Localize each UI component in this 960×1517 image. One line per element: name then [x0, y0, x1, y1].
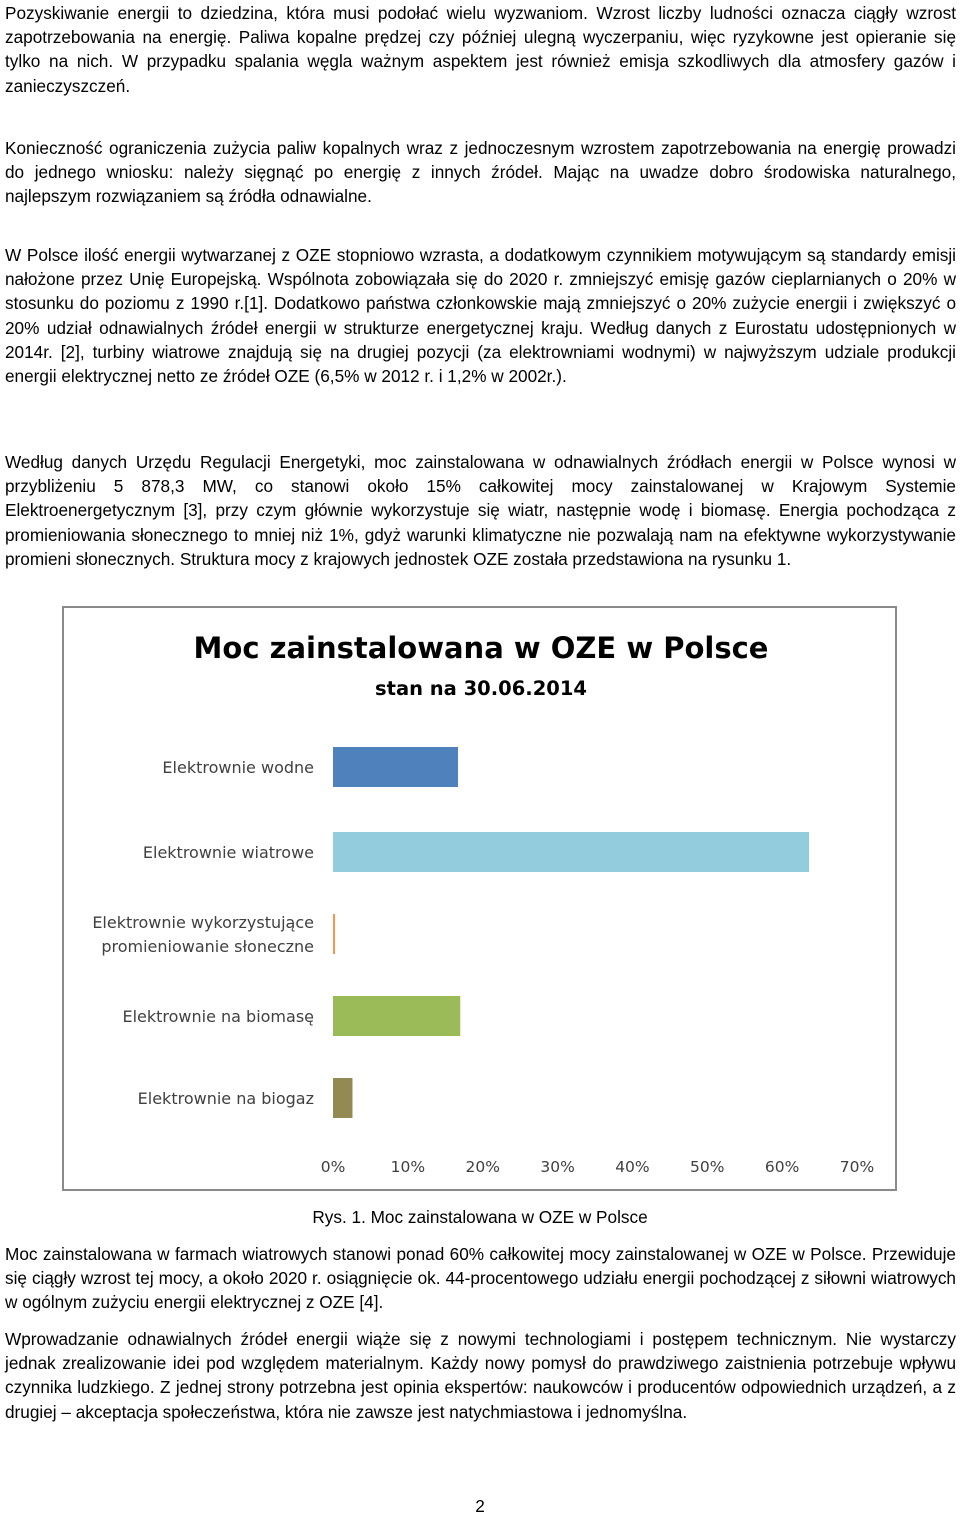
- category-label-2: Elektrownie wiatrowe: [142, 843, 314, 862]
- paragraph-5: Moc zainstalowana w farmach wiatrowych stanowi ponad 60% całkowitej mocy zainstalowanej w OZE w Polsce. Przewiduje się ciągły wzrost tej mocy, a około 2020 r. osiągnięcie ok. 44-procentowego udziału energii pochodzącej z siłowni wiatrowych w ogólnym zużyciu energii elektrycznej z OZE [4].: [5, 1244, 956, 1313]
- bar-3: [333, 914, 335, 954]
- category-label-1: Elektrownie wodne: [162, 758, 314, 777]
- figure-caption: Rys. 1. Moc zainstalowana w OZE w Polsce: [312, 1207, 648, 1227]
- category-label-3-line-1: Elektrownie wykorzystujące: [92, 913, 314, 932]
- x-tick-label-8: 70%: [839, 1158, 875, 1176]
- bar-2: [333, 832, 809, 872]
- paragraph-2: Konieczność ograniczenia zużycia paliw kopalnych wraz z jednoczesnym wzrostem zapotrzebowania na energię prowadzi do jednego wniosku: należy sięgnąć po energię z innych źródeł. Mając na uwadze dobro środowiska naturalnego, najlepszym rozwiązaniem są źródła odnawialne.: [5, 138, 956, 207]
- bar-5: [333, 1078, 352, 1118]
- category-label-3-line-2: promieniowanie słoneczne: [101, 937, 314, 956]
- x-tick-label-2: 10%: [390, 1158, 426, 1176]
- renewable-capacity-chart: [62, 606, 897, 1191]
- bar-4: [333, 996, 460, 1036]
- page-number: 2: [475, 1496, 485, 1516]
- paragraph-4: Według danych Urzędu Regulacji Energetyki, moc zainstalowana w odnawialnych źródłach energii w Polsce wynosi w przybliżeniu 5 878,3 MW, co stanowi około 15% całkowitej mocy zainstalowanej w Krajowym Systemie Elektroenergetycznym [3], przy czym głównie wykorzystuje się wiatr, następnie wodę i biomasę. Energia pochodząca z promieniowania słonecznego to mniej niż 1%, gdyż warunki klimatyczne nie pozwalają nam na efektywne wykorzystywanie promieni słonecznych. Struktura mocy z krajowych jednostek OZE została przedstawiona na rysunku 1.: [5, 452, 956, 569]
- x-tick-label-7: 60%: [764, 1158, 800, 1176]
- paragraph-6: Wprowadzanie odnawialnych źródeł energii wiąże się z nowymi technologiami i postępem technicznym. Nie wystarczy jednak zrealizowanie idei pod względem materialnym. Każdy nowy pomysł do prawdziwego zaistnienia potrzebuje wpływu czynnika ludzkiego. Z jednej strony potrzebna jest opinia ekspertów: naukowców i producentów odpowiednich urządzeń, a z drugiej – akceptacja społeczeństwa, która nie zawsze jest natychmiastowa i jednomyślna.: [5, 1329, 956, 1422]
- category-label-5: Elektrownie na biogaz: [137, 1089, 314, 1108]
- paragraph-3: W Polsce ilość energii wytwarzanej z OZE stopniowo wzrasta, a dodatkowym czynnikiem motywującym są standardy emisji nałożone przez Unię Europejską. Wspólnota zobowiązała się do 2020 r. zmniejszyć emisję gazów cieplarnianych o 20% w stosunku do poziomu z 1990 r.[1]. Dodatkowo państwa członkowskie mają zmniejszyć o 20% zużycie energii i zwiększyć o 20% udział odnawialnych źródeł energii w strukturze energetycznej kraju. Według danych z Eurostatu udostępnionych w 2014r. [2], turbiny wiatrowe znajdują się na drugiej pozycji (za elektrowniami wodnymi) w najwyższym udziale produkcji energii elektrycznej netto ze źródeł OZE (6,5% w 2012 r. i 1,2% w 2002r.).: [5, 245, 956, 387]
- chart-subtitle: stan na 30.06.2014: [375, 677, 587, 700]
- x-tick-label-6: 50%: [690, 1158, 725, 1176]
- chart-canvas: [64, 608, 895, 1189]
- x-tick-label-3: 20%: [465, 1158, 500, 1176]
- x-tick-label-5: 40%: [615, 1158, 650, 1176]
- bar-1: [333, 747, 458, 787]
- category-label-4: Elektrownie na biomasę: [122, 1007, 314, 1026]
- paragraph-1: Pozyskiwanie energii to dziedzina, która musi podołać wielu wyzwaniom. Wzrost liczby ludności oznacza ciągły wzrost zapotrzebowania na energię. Paliwa kopalne prędzej czy później ulegną wyczerpaniu, więc ryzykowne jest opieranie się tylko na nich. W przypadku spalania węgla ważnym aspektem jest również emisja szkodliwych dla atmosfery gazów i zanieczyszczeń.: [5, 3, 956, 96]
- x-tick-label-1: 0%: [320, 1158, 346, 1176]
- x-tick-label-4: 30%: [540, 1158, 575, 1176]
- chart-title: Moc zainstalowana w OZE w Polsce: [193, 631, 769, 665]
